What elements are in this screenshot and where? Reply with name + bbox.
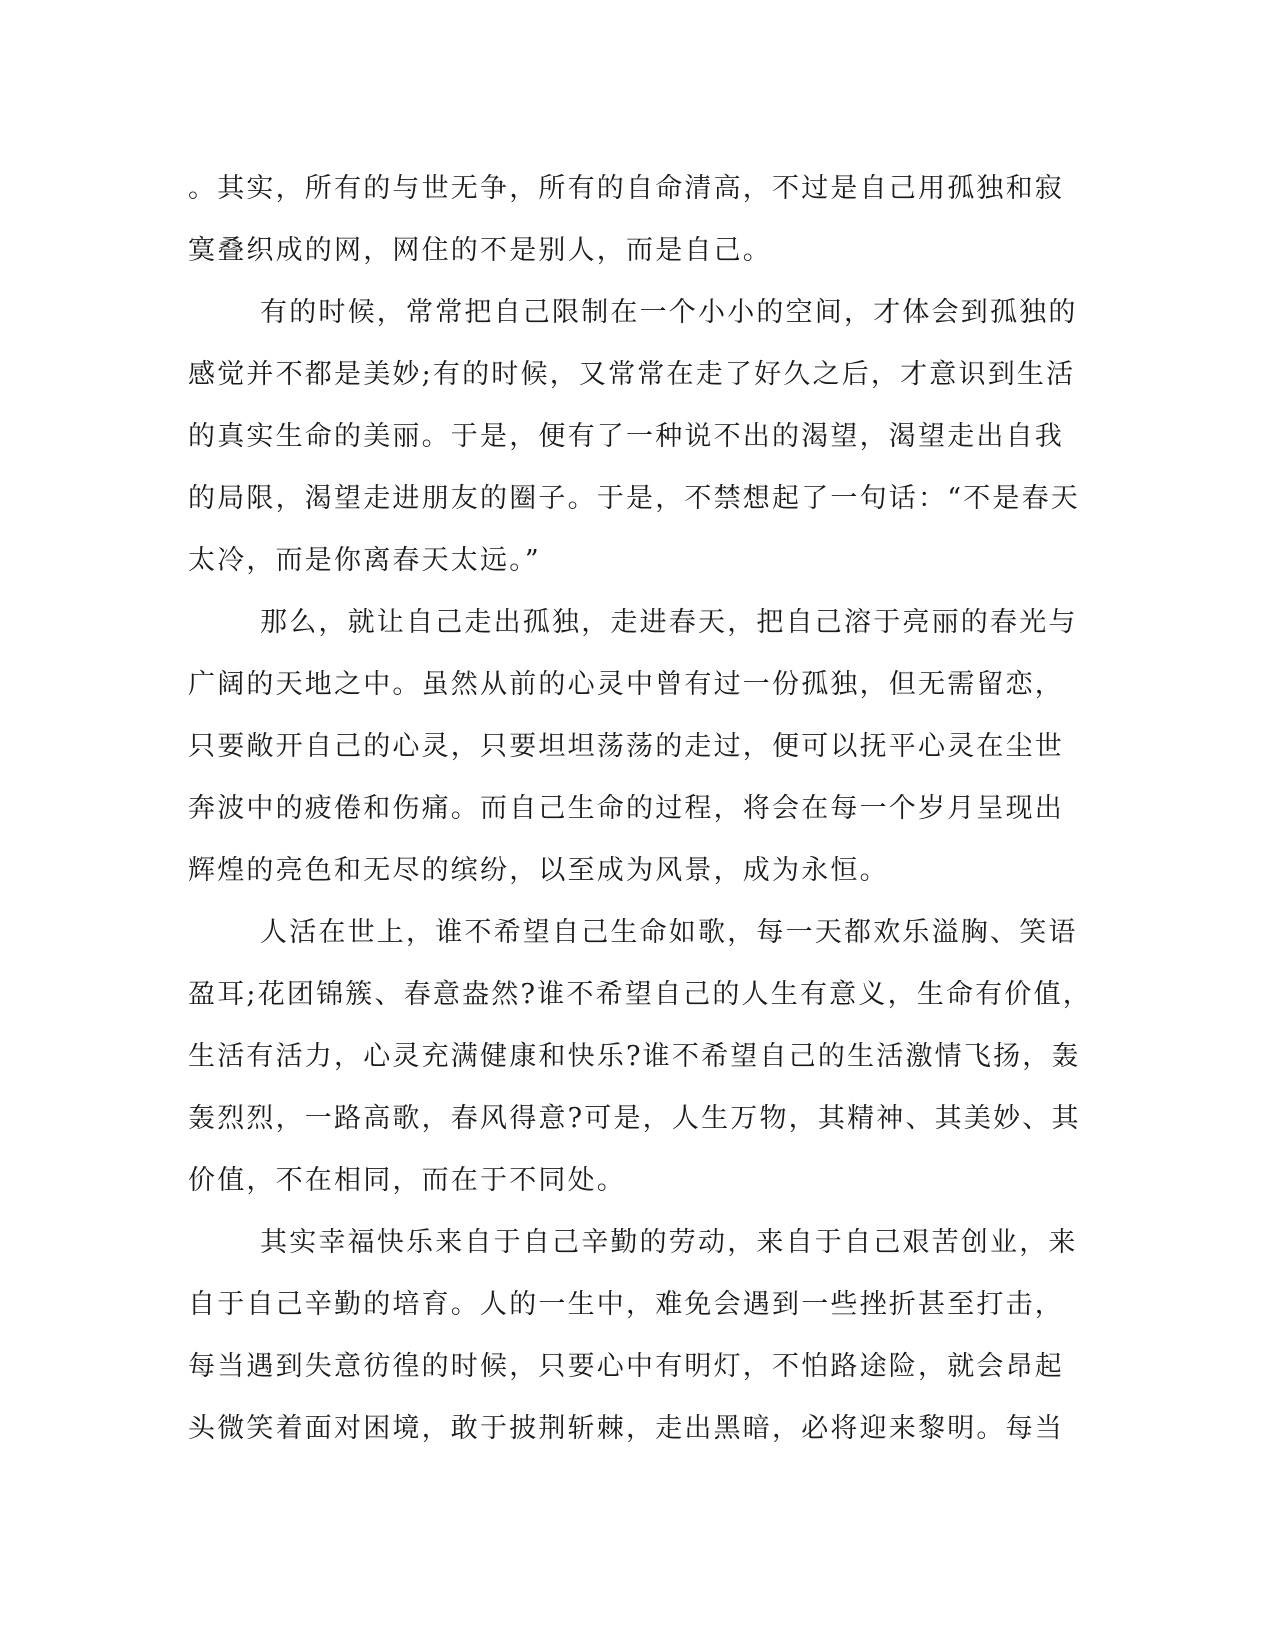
text-line: 辉煌的亮色和无尽的缤纷，以至成为风景，成为永恒。 <box>188 855 889 886</box>
text-line: 那么，就让自己走出孤独，走进春天，把自己溶于亮丽的春光与 <box>260 607 1078 638</box>
text-line: 人活在世上，谁不希望自己生命如歌，每一天都欢乐溢胸、笑语 <box>260 917 1078 948</box>
text-line: 的局限，渴望走进朋友的圈子。于是，不禁想起了一句话：“不是春天 <box>188 483 1081 514</box>
text-line: 奔波中的疲倦和伤痛。而自己生命的过程，将会在每一个岁月呈现出 <box>188 793 1064 824</box>
text-line: 头微笑着面对困境，敢于披荆斩棘，走出黑暗，必将迎来黎明。每当 <box>188 1413 1064 1444</box>
text-line: 只要敞开自己的心灵，只要坦坦荡荡的走过，便可以抚平心灵在尘世 <box>188 731 1064 762</box>
text-line: 轰烈烈，一路高歌，春风得意?可是，人生万物，其精神、其美妙、其 <box>188 1103 1081 1134</box>
text-line: 的真实生命的美丽。于是，便有了一种说不出的渴望，渴望走出自我 <box>188 421 1064 452</box>
text-line: 其实幸福快乐来自于自己辛勤的劳动，来自于自己艰苦创业，来 <box>260 1227 1078 1258</box>
text-line: 生活有活力，心灵充满健康和快乐?谁不希望自己的生活激情飞扬，轰 <box>188 1041 1081 1072</box>
text-line: 太冷，而是你离春天太远。” <box>188 545 541 576</box>
text-line: 有的时候，常常把自己限制在一个小小的空间，才体会到孤独的 <box>260 297 1078 328</box>
text-line: 价值，不在相同，而在于不同处。 <box>188 1165 626 1196</box>
text-line: 自于自己辛勤的培育。人的一生中，难免会遇到一些挫折甚至打击， <box>188 1289 1064 1320</box>
text-line: 每当遇到失意彷徨的时候，只要心中有明灯，不怕路途险，就会昂起 <box>188 1351 1064 1382</box>
document-body <box>188 158 1092 1460</box>
text-line: 感觉并不都是美妙;有的时候，又常常在走了好久之后，才意识到生活 <box>188 359 1076 390</box>
text-line: 。其实，所有的与世无争，所有的自命清高，不过是自己用孤独和寂 <box>188 173 1064 204</box>
text-line: 盈耳;花团锦簇、春意盎然?谁不希望自己的人生有意义，生命有价值， <box>188 979 1092 1010</box>
text-line: 寞叠织成的网，网住的不是别人，而是自己。 <box>188 235 772 266</box>
text-line: 广阔的天地之中。虽然从前的心灵中曾有过一份孤独，但无需留恋， <box>188 669 1064 700</box>
